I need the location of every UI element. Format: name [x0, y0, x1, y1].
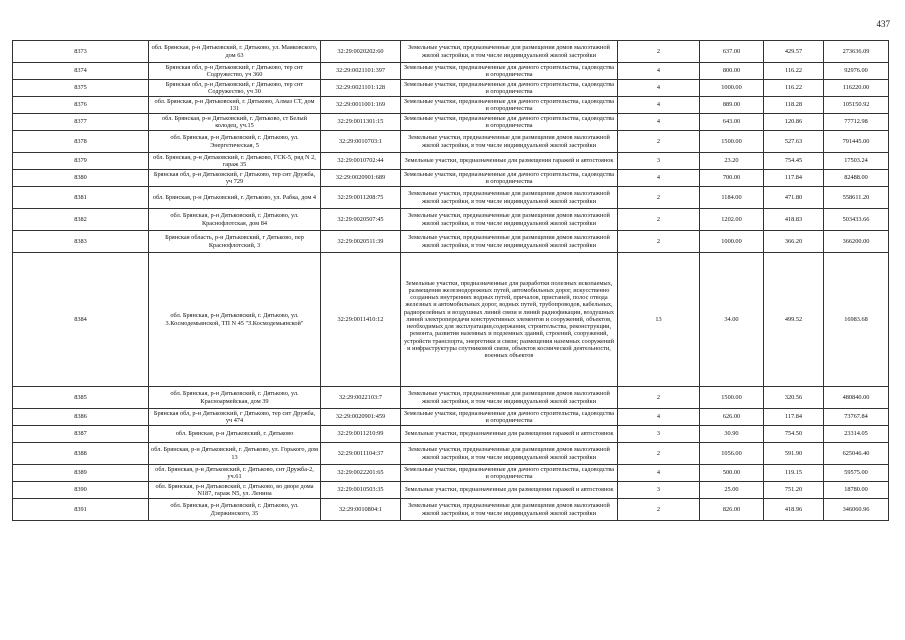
address-cell: обл. Брянская, р-н Дятьковский, г. Дятьково, во дворе дома N187, гараж N5, ул. Ленина — [149, 482, 321, 499]
table-row — [13, 465, 889, 482]
cadastral-number-cell: 32:29:0022103:7 — [321, 387, 401, 409]
cadastral-value-cell: 77712.98 — [824, 114, 889, 131]
area-cell: 1500.00 — [700, 131, 764, 153]
category-cell: 3 — [618, 153, 700, 170]
cadastral-number-cell: 32:29:0021101:397 — [321, 63, 401, 80]
category-cell: 2 — [618, 231, 700, 253]
cadastral-value-cell: 23314.05 — [824, 426, 889, 443]
cadastral-value-cell: 73767.84 — [824, 409, 889, 426]
table-row — [13, 63, 889, 80]
row-number: 8380 — [13, 170, 149, 187]
cadastral-value-cell: 116220.00 — [824, 80, 889, 97]
category-cell: 4 — [618, 63, 700, 80]
table-row — [13, 443, 889, 465]
cadastral-value-cell: 558611.20 — [824, 187, 889, 209]
land-use-cell: Земельные участки, предназначенные для размещения домов малоэтажной жилой застройки, в том числе индивидуальной жилой застройки — [401, 187, 618, 209]
address-cell: Брянская обл, р-н Дятьковский, г Дятьково, тер снт Дружба, уч 474 — [149, 409, 321, 426]
cadastral-number-cell: 32:29:0010703:1 — [321, 131, 401, 153]
cadastral-value-cell: 625046.40 — [824, 443, 889, 465]
address-cell: обл. Брянская, р-н Дятьковский, г. Дятьково, ул. Маяковского, дом 63 — [149, 41, 321, 63]
table-row — [13, 131, 889, 153]
specific-value-cell: 117.84 — [764, 409, 824, 426]
specific-value-cell: 117.84 — [764, 170, 824, 187]
table-row — [13, 409, 889, 426]
address-cell: обл. Брянская, р-н Дятьковский, г. Дятьково, ул. Энергетическая, 5 — [149, 131, 321, 153]
address-cell: Брянская область, р-н Дятьковский, г Дятьково, пер Краснофлотский, 3 — [149, 231, 321, 253]
area-cell: 889.00 — [700, 97, 764, 114]
address-cell: Брянская обл, р-н Дятьковский, г Дятьково, тер снт Содружество, уч 360 — [149, 63, 321, 80]
area-cell: 1500.00 — [700, 387, 764, 409]
land-use-cell: Земельные участки, предназначенные для размещения домов малоэтажной жилой застройки, в том числе индивидуальной жилой застройки — [401, 443, 618, 465]
area-cell: 34.00 — [700, 253, 764, 387]
category-cell: 4 — [618, 409, 700, 426]
cadastral-number-cell: 32:29:0021101:128 — [321, 80, 401, 97]
cadastral-number-cell: 32:29:0010804:1 — [321, 499, 401, 521]
row-number: 8373 — [13, 41, 149, 63]
table-row — [13, 114, 889, 131]
address-cell: обл. Брянская, р-н Дятьковский, г. Дятьково, ст Белый колодец, уч.15 — [149, 114, 321, 131]
cadastral-value-cell: 791445.00 — [824, 131, 889, 153]
table-row — [13, 97, 889, 114]
row-number: 8391 — [13, 499, 149, 521]
table-body — [13, 41, 889, 521]
area-cell: 500.00 — [700, 465, 764, 482]
category-cell: 4 — [618, 114, 700, 131]
specific-value-cell: 751.20 — [764, 482, 824, 499]
address-cell: обл. Брянская, р-н Дятьковский, г. Дятьково, ул. Красноармейская, дом 39 — [149, 387, 321, 409]
specific-value-cell: 754.45 — [764, 153, 824, 170]
address-cell: Брянская обл, р-н Дятьковский, г Дятьково, тер снт Дружба, уч 729 — [149, 170, 321, 187]
cadastral-number-cell: 32:29:0020511:39 — [321, 231, 401, 253]
row-number: 8379 — [13, 153, 149, 170]
cadastral-number-cell: 32:29:0011001:169 — [321, 97, 401, 114]
cadastral-number-cell: 32:29:0022201:65 — [321, 465, 401, 482]
table-row — [13, 41, 889, 63]
land-use-cell: Земельные участки, предназначенные для размещения домов малоэтажной жилой застройки, в том числе индивидуальной жилой застройки — [401, 41, 618, 63]
specific-value-cell: 119.15 — [764, 465, 824, 482]
address-cell: обл. Брянская, р-н Дятьковский, г. Дятьково, Алмаз СТ, дом 131 — [149, 97, 321, 114]
row-number: 8383 — [13, 231, 149, 253]
specific-value-cell: 527.63 — [764, 131, 824, 153]
category-cell: 4 — [618, 80, 700, 97]
table-row — [13, 209, 889, 231]
specific-value-cell: 118.28 — [764, 97, 824, 114]
specific-value-cell: 429.57 — [764, 41, 824, 63]
area-cell: 1202.00 — [700, 209, 764, 231]
specific-value-cell: 591.90 — [764, 443, 824, 465]
address-cell: Брянская обл, р-н Дятьковский, г Дятьково, тер снт Содружество, уч 30 — [149, 80, 321, 97]
row-number: 8384 — [13, 253, 149, 387]
category-cell: 2 — [618, 187, 700, 209]
cadastral-number-cell: 32:29:0011208:75 — [321, 187, 401, 209]
table-row — [13, 253, 889, 387]
category-cell: 4 — [618, 170, 700, 187]
table-row — [13, 387, 889, 409]
cadastral-value-cell: 366200.00 — [824, 231, 889, 253]
area-cell: 1056.00 — [700, 443, 764, 465]
land-use-cell: Земельные участки, предназначенные для размещения гаражей и автостоянок — [401, 482, 618, 499]
specific-value-cell: 366.20 — [764, 231, 824, 253]
land-use-cell: Земельные участки, предназначенные для размещения домов малоэтажной жилой застройки, в том числе индивидуальной жилой застройки — [401, 131, 618, 153]
land-registry-table — [12, 40, 889, 521]
cadastral-number-cell: 32:29:0020507:45 — [321, 209, 401, 231]
row-number: 8374 — [13, 63, 149, 80]
cadastral-value-cell: 18780.00 — [824, 482, 889, 499]
row-number: 8375 — [13, 80, 149, 97]
specific-value-cell: 116.22 — [764, 80, 824, 97]
area-cell: 700.00 — [700, 170, 764, 187]
land-use-cell: Земельные участки, предназначенные для размещения домов малоэтажной жилой застройки, в том числе индивидуальной жилой застройки — [401, 499, 618, 521]
category-cell: 2 — [618, 41, 700, 63]
land-use-cell: Земельные участки, предназначенные для дачного строительства, садоводства и огородничества — [401, 465, 618, 482]
table-row — [13, 231, 889, 253]
cadastral-number-cell: 32:29:0020202:60 — [321, 41, 401, 63]
cadastral-value-cell: 92976.00 — [824, 63, 889, 80]
cadastral-number-cell: 32:29:0011210:99 — [321, 426, 401, 443]
cadastral-number-cell: 32:29:0011104:37 — [321, 443, 401, 465]
address-cell: обл. Брянская, р-н Дятьковский, г. Дятьково, ГСК-5, ряд N 2, гараж 35 — [149, 153, 321, 170]
area-cell: 626.00 — [700, 409, 764, 426]
row-number: 8390 — [13, 482, 149, 499]
cadastral-number-cell: 32:29:0010702:44 — [321, 153, 401, 170]
land-use-cell: Земельные участки, предназначенные для дачного строительства, садоводства и огородничества — [401, 80, 618, 97]
table-row — [13, 80, 889, 97]
cadastral-number-cell: 32:29:0011301:15 — [321, 114, 401, 131]
category-cell: 2 — [618, 131, 700, 153]
table-row — [13, 153, 889, 170]
land-use-cell: Земельные участки, предназначенные для дачного строительства, садоводства и огородничества — [401, 114, 618, 131]
category-cell: 13 — [618, 253, 700, 387]
address-cell: обл. Брянская, р-н Дятьковский, г. Дятьково — [149, 426, 321, 443]
row-number: 8389 — [13, 465, 149, 482]
address-cell: обл. Брянская, р-н Дятьковский, г. Дятьково, ул. Горького, дом 13 — [149, 443, 321, 465]
row-number: 8388 — [13, 443, 149, 465]
specific-value-cell: 116.22 — [764, 63, 824, 80]
category-cell: 4 — [618, 97, 700, 114]
area-cell: 643.00 — [700, 114, 764, 131]
cadastral-value-cell: 105150.92 — [824, 97, 889, 114]
specific-value-cell: 320.56 — [764, 387, 824, 409]
cadastral-number-cell: 32:29:0020901:689 — [321, 170, 401, 187]
land-use-cell: Земельные участки, предназначенные для дачного строительства, садоводства и огородничества — [401, 63, 618, 80]
cadastral-value-cell: 59575.00 — [824, 465, 889, 482]
cadastral-number-cell: 32:29:0010503:35 — [321, 482, 401, 499]
category-cell: 4 — [618, 465, 700, 482]
category-cell: 3 — [618, 482, 700, 499]
area-cell: 23.20 — [700, 153, 764, 170]
specific-value-cell: 499.52 — [764, 253, 824, 387]
category-cell: 2 — [618, 499, 700, 521]
area-cell: 826.00 — [700, 499, 764, 521]
cadastral-value-cell: 503433.66 — [824, 209, 889, 231]
category-cell: 3 — [618, 426, 700, 443]
land-use-cell: Земельные участки, предназначенные для размещения гаражей и автостоянок — [401, 426, 618, 443]
land-use-cell: Земельные участки, предназначенные для размещения гаражей и автостоянок — [401, 153, 618, 170]
area-cell: 30.90 — [700, 426, 764, 443]
cadastral-number-cell: 32:29:0011410:12 — [321, 253, 401, 387]
land-use-cell: Земельные участки, предназначенные для дачного строительства, садоводства и огородничества — [401, 97, 618, 114]
area-cell: 1000.00 — [700, 231, 764, 253]
cadastral-value-cell: 480840.00 — [824, 387, 889, 409]
cadastral-value-cell: 346060.96 — [824, 499, 889, 521]
category-cell: 2 — [618, 443, 700, 465]
address-cell: обл. Брянская, р-н Дятьковский, г. Дятьково, ул. 3.Космодемьянской, ТП N 45 "З.Космодемьянской" — [149, 253, 321, 387]
address-cell: обл. Брянская, р-н Дятьковский, г. Дятьково, ул. Рабка, дом 4 — [149, 187, 321, 209]
category-cell: 2 — [618, 387, 700, 409]
category-cell: 2 — [618, 209, 700, 231]
specific-value-cell: 120.86 — [764, 114, 824, 131]
area-cell: 1000.00 — [700, 80, 764, 97]
cadastral-number-cell: 32:29:0020901:459 — [321, 409, 401, 426]
specific-value-cell: 471.80 — [764, 187, 824, 209]
row-number: 8387 — [13, 426, 149, 443]
area-cell: 800.00 — [700, 63, 764, 80]
cadastral-value-cell: 82488.00 — [824, 170, 889, 187]
page-number: 437 — [876, 19, 890, 29]
row-number: 8385 — [13, 387, 149, 409]
table-row — [13, 187, 889, 209]
specific-value-cell: 418.96 — [764, 499, 824, 521]
cadastral-value-cell: 16983.68 — [824, 253, 889, 387]
row-number: 8377 — [13, 114, 149, 131]
row-number: 8376 — [13, 97, 149, 114]
specific-value-cell: 754.50 — [764, 426, 824, 443]
row-number: 8382 — [13, 209, 149, 231]
area-cell: 1184.00 — [700, 187, 764, 209]
area-cell: 637.00 — [700, 41, 764, 63]
table-row — [13, 499, 889, 521]
area-cell: 25.00 — [700, 482, 764, 499]
table-row — [13, 482, 889, 499]
address-cell: обл. Брянская, р-н Дятьковский, г. Дятьково, ул. Дзержинского, 35 — [149, 499, 321, 521]
row-number: 8386 — [13, 409, 149, 426]
land-use-cell: Земельные участки, предназначенные для размещения домов малоэтажной жилой застройки, в том числе индивидуальной жилой застройки — [401, 209, 618, 231]
land-use-cell: Земельные участки, предназначенные для дачного строительства, садоводства и огородничества — [401, 170, 618, 187]
row-number: 8378 — [13, 131, 149, 153]
land-use-cell: Земельные участки, предназначенные для дачного строительства, садоводства и огородничества — [401, 409, 618, 426]
cadastral-value-cell: 273636.09 — [824, 41, 889, 63]
address-cell: обл. Брянская, р-н Дятьковский, г. Дятьково, ул. Краснофлотская, дом 84 — [149, 209, 321, 231]
specific-value-cell: 418.83 — [764, 209, 824, 231]
land-use-cell: Земельные участки, предназначенные для разработки полезных ископаемых, размещения железнодорожных путей, автомобильных дорог, искусственно созданных внутренних водных путей, причалов, пристаней, полос отвода железных и автомобильных дорог, водных путей, трубопроводов, кабельных, радиорелейных и воздушных линий связи и линий радиофикации, воздушных линий электропередачи конструктивных элементов и сооружений, объектов, необходимых для эксплуатации,содержания, строительства, реконструкции, ремонта, развития наземных и подземных зданий, строений, сооружений, устройств транспорта, энергетики и связи; размещения наземных сооружений и инфраструктуры спутниковой связи, объектов космической деятельности, военных объектов — [401, 253, 618, 387]
address-cell: обл. Брянская, р-н Дятьковский, г. Дятьково, снт Дружба-2, уч.61 — [149, 465, 321, 482]
land-use-cell: Земельные участки, предназначенные для размещения домов малоэтажной жилой застройки, в том числе индивидуальной жилой застройки — [401, 231, 618, 253]
table-row — [13, 170, 889, 187]
land-use-cell: Земельные участки, предназначенные для размещения домов малоэтажной жилой застройки, в том числе индивидуальной жилой застройки — [401, 387, 618, 409]
row-number: 8381 — [13, 187, 149, 209]
cadastral-value-cell: 17503.24 — [824, 153, 889, 170]
table-row — [13, 426, 889, 443]
